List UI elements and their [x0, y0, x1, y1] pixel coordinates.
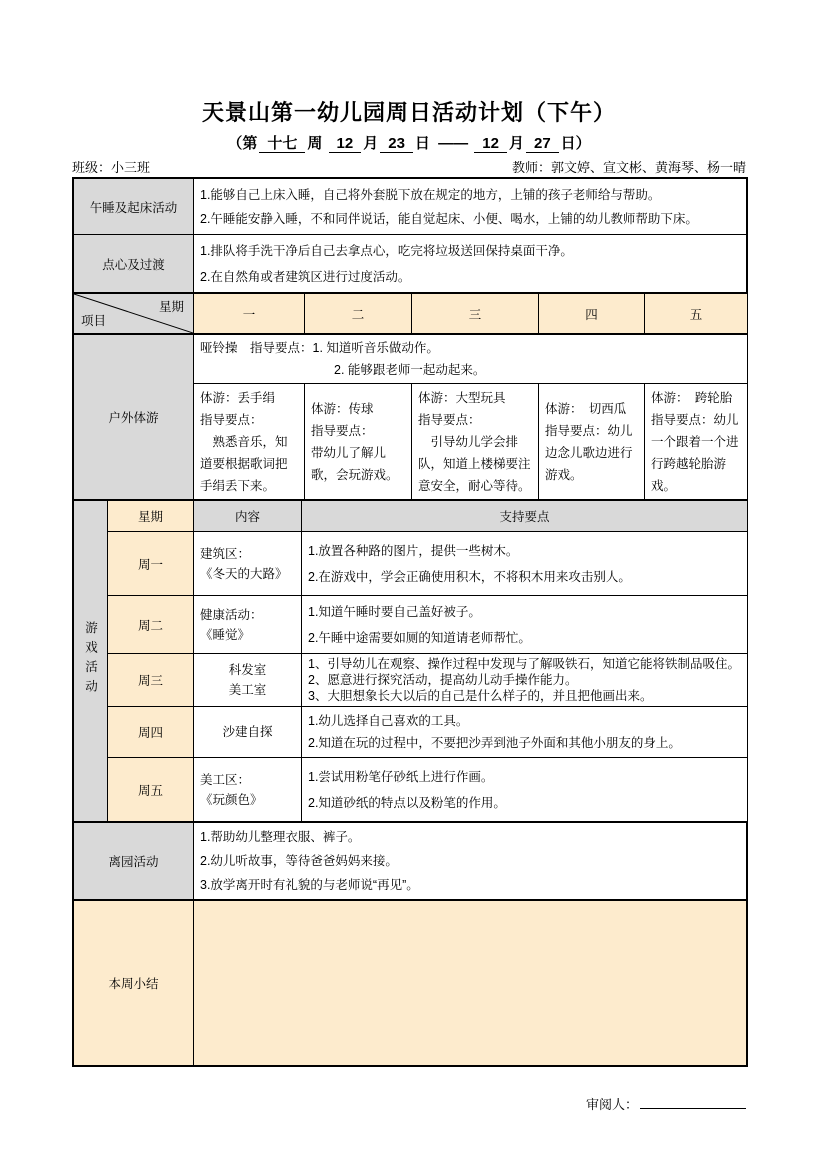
- table-row: [74, 294, 748, 334]
- games-day-fri: 周五: [108, 758, 194, 822]
- date-range-dash: ——: [438, 135, 469, 152]
- warmup-cell: [194, 335, 748, 384]
- routine-section: [73, 178, 747, 293]
- subtitle-text: 日）: [560, 135, 591, 152]
- games-content-tue: 健康活动： 《睡觉》: [194, 596, 302, 654]
- table-row: [74, 823, 747, 900]
- warmup-line-1: 哑铃操 指导要点：1. 知道听音乐做动作。: [200, 341, 439, 355]
- games-content-mon: 建筑区： 《冬天的大路》: [194, 532, 302, 596]
- corner-item-label: 项目: [81, 314, 107, 328]
- summary-row-label: 本周小结: [74, 901, 194, 1066]
- outdoor-section: [73, 334, 748, 500]
- games-day-mon: 周一: [108, 532, 194, 596]
- teachers-label: 教师：郭文婷、宣文彬、黄海琴、杨一晴: [511, 160, 746, 175]
- corner-week-label: 星期: [158, 300, 184, 314]
- games-section-label: 游戏活动: [74, 501, 108, 822]
- games-header-support: 支持要点: [302, 501, 748, 532]
- summary-section: [73, 900, 747, 1066]
- departure-section: [73, 822, 747, 900]
- warmup-line-2: 2. 能够跟老师一起动起来。: [334, 363, 486, 377]
- games-day-tue: 周二: [108, 596, 194, 654]
- table-row: [74, 654, 748, 707]
- games-content-fri: 美工区： 《玩颜色》: [194, 758, 302, 822]
- games-support-thu: 1.幼儿选择自己喜欢的工具。 2.知道在玩的过程中，不要把沙弄到池子外面和其他小朋友的身上。: [302, 707, 748, 758]
- table-row: [74, 707, 748, 758]
- class-teacher-row: [72, 157, 746, 176]
- games-support-fri: 1.尝试用粉笔仔砂纸上进行作画。 2.知道砂纸的特点以及粉笔的作用。: [302, 758, 748, 822]
- corner-cell: [74, 294, 194, 334]
- nap-row-content: 1.能够自己上床入睡，自己将外套脱下放在规定的地方，上铺的孩子老师给与帮助。 2.午睡能安静入睡，不和同伴说话，能自觉起床、小便、喝水，上铺的幼儿教师帮助下床。: [194, 179, 747, 235]
- page-subtitle: [72, 132, 746, 153]
- games-support-wed: 1、引导幼儿在观察、操作过程中发现与了解吸铁石，知道它能将铁制品吸住。 2、愿意进行探究活动，提高幼儿动手操作能力。 3、大胆想象长大以后的自己是什么样子的，并且把他画出来。: [302, 654, 748, 707]
- summary-row-content: [194, 901, 747, 1066]
- week-number: 十七: [259, 135, 305, 153]
- snack-row-label: 点心及过渡: [74, 235, 194, 293]
- table-row: [74, 179, 747, 235]
- outdoor-day-cell-tue: 体游：传球 指导要点： 带幼儿了解儿歌，会玩游戏。: [305, 384, 412, 500]
- day-header-mon: 一: [194, 294, 305, 334]
- games-support-mon: 1.放置各种路的图片，提供一些树木。 2.在游戏中，学会正确使用积木，不将积木用来攻击别人。: [302, 532, 748, 596]
- games-header-week: 星期: [108, 501, 194, 532]
- day-header-tue: 二: [305, 294, 412, 334]
- games-header-content: 内容: [194, 501, 302, 532]
- games-day-thu: 周四: [108, 707, 194, 758]
- subtitle-text: 月: [508, 135, 524, 152]
- weekday-header-section: [73, 293, 748, 334]
- table-row: [74, 501, 748, 532]
- subtitle-text: 月: [363, 135, 379, 152]
- day-header-fri: 五: [645, 294, 748, 334]
- table-row: [74, 335, 748, 384]
- end-month: 12: [474, 135, 507, 153]
- class-label: 班级：小三班: [72, 160, 151, 175]
- games-content-wed: 科发室 美工室: [194, 654, 302, 707]
- subtitle-text: 日: [414, 135, 430, 152]
- reviewer-row: [72, 1094, 746, 1113]
- start-day: 23: [380, 135, 413, 153]
- day-header-wed: 三: [412, 294, 539, 334]
- departure-row-content: 1.帮助幼儿整理衣服、裤子。 2.幼儿听故事，等待爸爸妈妈来接。 3.放学离开时有礼貌的与老师说“再见”。: [194, 823, 747, 900]
- table-row: [74, 596, 748, 654]
- table-row: [74, 235, 747, 293]
- start-month: 12: [329, 135, 362, 153]
- outdoor-day-cell-wed: 体游：大型玩具 指导要点： 引导幼儿学会排队，知道上楼梯要注意安全，耐心等待。: [412, 384, 539, 500]
- subtitle-text: 周: [307, 135, 323, 152]
- snack-row-content: 1.排队将手洗干净后自己去拿点心，吃完将垃圾送回保持桌面干净。 2.在自然角或者建筑区进行过度活动。: [194, 235, 747, 293]
- plan-table: [72, 177, 748, 1067]
- reviewer-signature-line: [640, 1094, 746, 1109]
- page-title: 天景山第一幼儿园周日活动计划（下午）: [201, 100, 616, 125]
- outdoor-day-cell-fri: 体游： 跨轮胎 指导要点：幼儿一个跟着一个进行跨越轮胎游戏。: [645, 384, 748, 500]
- outdoor-day-cell-thu: 体游： 切西瓜 指导要点：幼儿边念儿歌边进行游戏。: [539, 384, 645, 500]
- games-day-wed: 周三: [108, 654, 194, 707]
- outdoor-row-label: 户外体游: [74, 335, 194, 500]
- games-section: [73, 500, 748, 822]
- nap-row-label: 午睡及起床活动: [74, 179, 194, 235]
- table-row: [74, 901, 747, 1066]
- games-content-thu: 沙建自探: [194, 707, 302, 758]
- departure-row-label: 离园活动: [74, 823, 194, 900]
- table-row: [74, 532, 748, 596]
- subtitle-text: （第: [227, 135, 258, 152]
- outdoor-day-cell-mon: 体游：丢手绢 指导要点： 熟悉音乐，知道要根据歌词把手绢丢下来。: [194, 384, 305, 500]
- games-support-tue: 1.知道午睡时要自己盖好被子。 2.午睡中途需要如厕的知道请老师帮忙。: [302, 596, 748, 654]
- reviewer-label: 审阅人：: [585, 1097, 638, 1112]
- end-day: 27: [526, 135, 559, 153]
- day-header-thu: 四: [539, 294, 645, 334]
- table-row: [74, 758, 748, 822]
